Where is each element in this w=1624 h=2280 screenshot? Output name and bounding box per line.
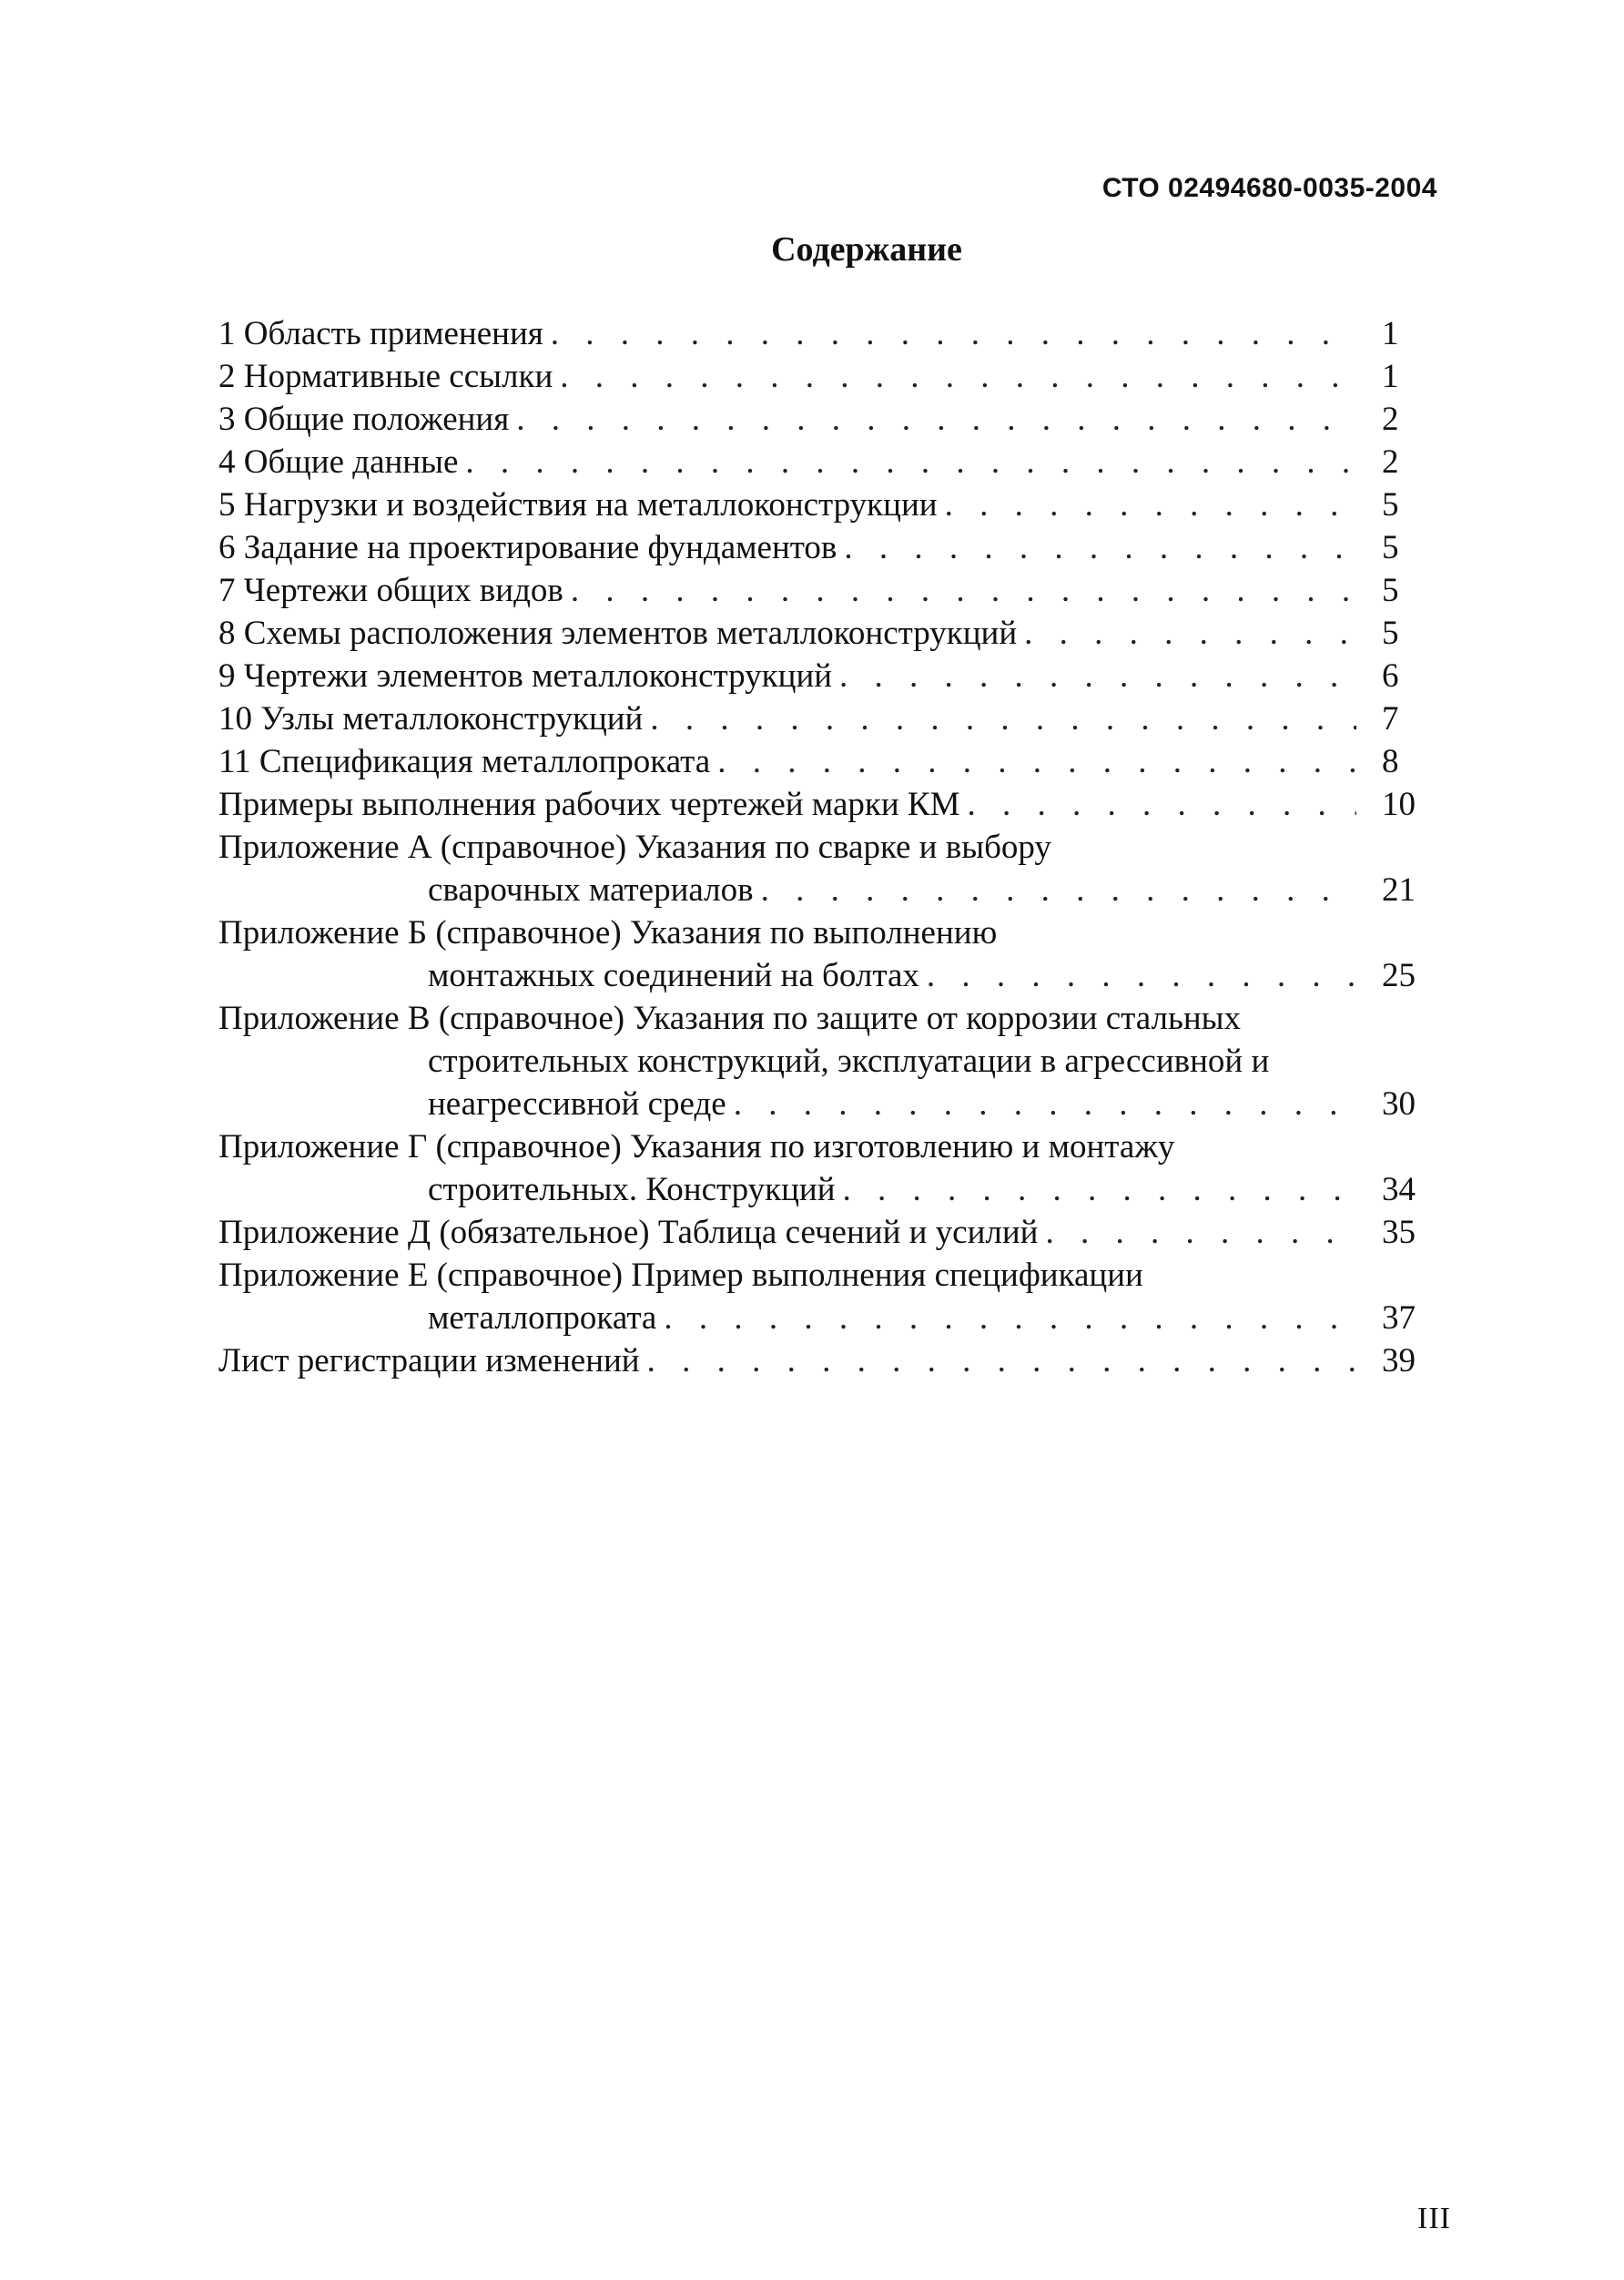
toc-entry-line [218,355,1438,398]
toc-entry-title: Примеры выполнения рабочих чертежей марки КМ [218,786,960,823]
toc-entry-title: 1 Область применения [218,315,543,352]
toc-entry-line [218,441,1438,483]
dot-leader [839,655,1356,697]
dot-leader [843,1168,1356,1211]
toc-entry-line [218,826,1438,869]
toc-entry-line [218,312,1438,355]
toc-entry-line [218,612,1438,655]
toc-entry-page: 30 [1382,1085,1416,1123]
toc-entry[interactable] [218,569,1438,612]
table-of-contents [218,312,1438,1382]
toc-entry[interactable] [218,1211,1438,1254]
toc-entry-page: 2 [1382,401,1399,438]
toc-entry-line [218,1254,1438,1297]
toc-entry-title: строительных. Конструкций [428,1171,836,1208]
page-title: Содержание [771,230,962,269]
toc-entry[interactable] [218,1339,1438,1382]
toc-entry-title: Приложение Г (справочное) Указания по изготовлению и монтажу [218,1128,1175,1165]
toc-entry-page: 1 [1382,358,1399,395]
toc-entry-line [218,483,1438,526]
dot-leader [647,1339,1356,1382]
toc-entry-title: 5 Нагрузки и воздействия на металлоконструкции [218,486,938,524]
dot-leader [664,1297,1356,1339]
toc-entry[interactable] [218,312,1438,355]
dot-leader [516,398,1356,441]
toc-entry-title: 6 Задание на проектирование фундаментов [218,529,837,566]
dot-leader [571,569,1356,612]
dot-leader [927,954,1356,997]
toc-entry[interactable] [218,612,1438,655]
toc-entry-page: 21 [1382,871,1416,909]
toc-entry-page: 39 [1382,1342,1416,1379]
toc-entry-title: 10 Узлы металлоконструкций [218,700,644,738]
toc-entry-page: 5 [1382,572,1399,609]
toc-entry-title: 8 Схемы расположения элементов металлоконструкций [218,615,1018,652]
toc-entry[interactable] [218,997,1438,1125]
page-number: III [1417,2202,1451,2235]
toc-entry[interactable] [218,441,1438,483]
toc-entry-line [218,1339,1438,1382]
toc-entry-title: сварочных материалов [428,871,754,909]
dot-leader [717,740,1356,783]
toc-entry[interactable] [218,655,1438,697]
toc-entry-page: 5 [1382,486,1399,524]
toc-entry-continuation-line [218,1040,1438,1083]
toc-entry-title: 3 Общие положения [218,401,510,438]
toc-entry-title: Приложение Б (справочное) Указания по выполнению [218,914,998,952]
toc-entry-page: 25 [1382,957,1416,994]
toc-entry-page: 2 [1382,443,1399,481]
toc-entry-line [218,569,1438,612]
toc-entry-continuation-line [218,1083,1438,1125]
toc-entry-line [218,740,1438,783]
toc-entry-line [218,697,1438,740]
toc-entry-page: 7 [1382,700,1399,738]
document-code: СТО 02494680-0035-2004 [1101,173,1437,203]
toc-entry-page: 5 [1382,529,1399,566]
toc-entry-line [218,783,1438,826]
toc-entry-page: 35 [1382,1214,1416,1251]
toc-entry[interactable] [218,398,1438,441]
toc-entry-line [218,655,1438,697]
toc-entry-title: металлопроката [428,1299,657,1337]
toc-entry[interactable] [218,1254,1438,1339]
toc-entry-title: монтажных соединений на болтах [428,957,919,994]
toc-entry[interactable] [218,911,1438,997]
toc-entry-line [218,1125,1438,1168]
toc-entry-title: строительных конструкций, эксплуатации в агрессивной и [428,1043,1270,1080]
dot-leader [734,1083,1356,1125]
toc-entry-continuation-line [218,869,1438,911]
toc-entry-line [218,911,1438,954]
dot-leader [1024,612,1356,655]
dot-leader [650,697,1356,740]
toc-entry-title: 11 Спецификация металлопроката [218,743,711,780]
toc-entry-title: 9 Чертежи элементов металлоконструкций [218,657,833,695]
toc-entry[interactable] [218,355,1438,398]
toc-entry[interactable] [218,1125,1438,1211]
toc-entry-page: 34 [1382,1171,1416,1208]
toc-entry-page: 5 [1382,615,1399,652]
toc-entry-title: Приложение Е (справочное) Пример выполнения спецификации [218,1257,1143,1294]
dot-leader [465,441,1356,483]
toc-entry-page: 10 [1382,786,1416,823]
dot-leader [560,355,1356,398]
toc-entry-line [218,398,1438,441]
toc-entry-title: 2 Нормативные ссылки [218,358,553,395]
toc-entry-title: Приложение А (справочное) Указания по сварке и выбору [218,829,1051,866]
toc-entry-title: Лист регистрации изменений [218,1342,640,1379]
toc-entry-line [218,1211,1438,1254]
toc-entry[interactable] [218,826,1438,911]
toc-entry-title: Приложение Д (обязательное) Таблица сечений и усилий [218,1214,1039,1251]
toc-entry-continuation-line [218,1297,1438,1339]
toc-entry[interactable] [218,483,1438,526]
toc-entry-title: 7 Чертежи общих видов [218,572,563,609]
toc-entry-title: неагрессивной среде [428,1085,726,1123]
toc-entry[interactable] [218,697,1438,740]
toc-entry-page: 6 [1382,657,1399,695]
toc-entry-title: Приложение В (справочное) Указания по защите от коррозии стальных [218,1000,1242,1037]
dot-leader [1045,1211,1356,1254]
toc-entry[interactable] [218,783,1438,826]
toc-entry-line [218,526,1438,569]
toc-entry-continuation-line [218,954,1438,997]
dot-leader [761,869,1356,911]
dot-leader [844,526,1356,569]
toc-entry-title: 4 Общие данные [218,443,459,481]
toc-entry[interactable] [218,740,1438,783]
dot-leader [551,312,1356,355]
toc-entry-continuation-line [218,1168,1438,1211]
toc-entry-page: 37 [1382,1299,1416,1337]
toc-entry-line [218,997,1438,1040]
toc-entry-page: 1 [1382,315,1399,352]
toc-entry[interactable] [218,526,1438,569]
toc-entry-page: 8 [1382,743,1399,780]
dot-leader [968,783,1357,826]
dot-leader [945,483,1356,526]
